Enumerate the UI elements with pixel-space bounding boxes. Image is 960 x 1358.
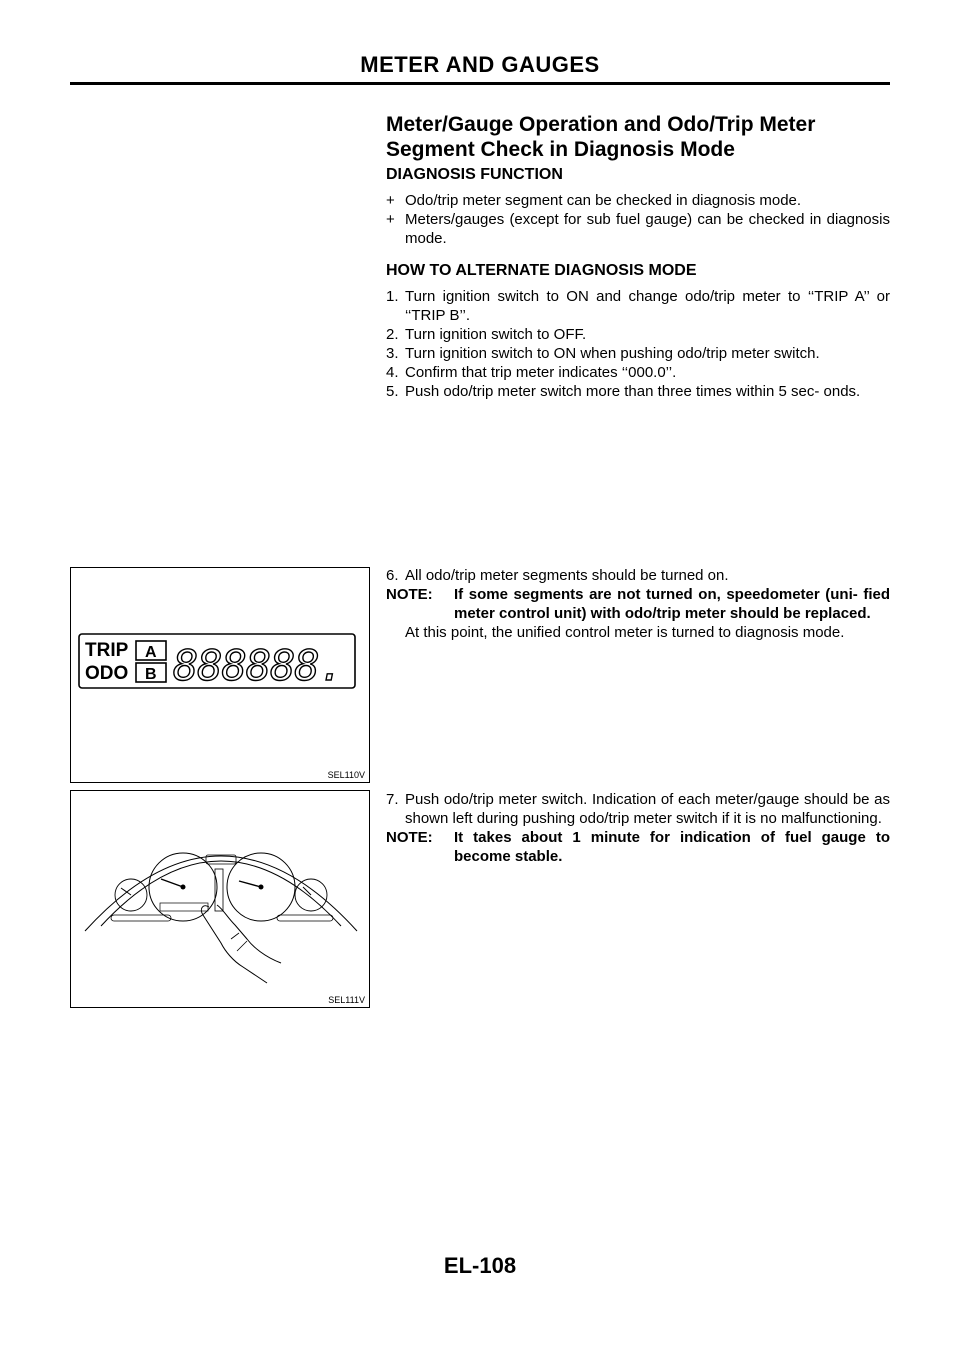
step-text: Turn ignition switch to ON and change odo/trip meter to ‘‘TRIP A’’ or ‘‘TRIP B’’. [405, 288, 890, 324]
step-text: Push odo/trip meter switch. Indication of each meter/gauge should be as shown left during pushing odo/trip meter switch if it is no malfunctioning. [405, 791, 890, 827]
step-item [386, 344, 890, 363]
lower-bar-right [277, 915, 333, 921]
speedometer-needle [161, 879, 183, 887]
alternate-steps [386, 287, 890, 401]
diagnosis-function-heading: DIAGNOSIS FUNCTION [386, 166, 563, 183]
step-number: 5. [386, 383, 399, 400]
step7-section [386, 790, 890, 866]
figure-code: SEL111V [328, 995, 365, 1005]
page-footer: EL-108 [443, 1253, 517, 1278]
finger-outline [201, 906, 267, 983]
section-title [386, 112, 890, 162]
step-number: 2. [386, 326, 399, 343]
needle-pivot [181, 885, 186, 890]
step-text: All odo/trip meter segments should be turned on. [405, 567, 729, 584]
step-text: Push odo/trip meter switch more than three times within 5 sec- onds. [405, 383, 861, 400]
list-item [386, 191, 890, 210]
step-number: 1. [386, 288, 399, 305]
section-title-line1: Meter/Gauge Operation and Odo/Trip Meter [386, 113, 816, 136]
odo-label: ODO [85, 663, 129, 684]
bullet-icon: + [386, 192, 395, 209]
note-label: NOTE: [386, 586, 433, 603]
fuel-bar-gauge [215, 869, 223, 911]
step-number: 4. [386, 364, 399, 381]
gauge-needle [121, 888, 131, 895]
finger-outline [217, 905, 281, 963]
step-text: Confirm that trip meter indicates ‘‘000.0’’. [405, 364, 677, 381]
section-title-line2: Segment Check in Diagnosis Mode [386, 138, 735, 161]
alternate-heading: HOW TO ALTERNATE DIAGNOSIS MODE [386, 262, 697, 279]
step-item [386, 363, 890, 382]
trip-b-letter: B [145, 666, 157, 683]
step-number: 6. [386, 567, 399, 584]
step6-section [386, 566, 890, 642]
step6-after-text: At this point, the unified control meter is turned to diagnosis mode. [405, 624, 845, 641]
instrument-cluster-illustration [71, 791, 369, 1007]
step-item [386, 325, 890, 344]
note [386, 828, 890, 866]
note-text: It takes about 1 minute for indication of fuel gauge to become stable. [454, 829, 890, 865]
step-text: Turn ignition switch to ON when pushing odo/trip meter switch. [405, 345, 820, 362]
list-item [386, 210, 890, 248]
alternate-section [386, 262, 890, 401]
cluster-inner-arc [101, 861, 341, 926]
note-label: NOTE: [386, 829, 433, 846]
odo-trip-display-illustration [71, 568, 369, 782]
page-header: METER AND GAUGES [360, 52, 600, 77]
note-text: If some segments are not turned on, speedometer (uni- fied meter control unit) with odo/trip meter should be replaced. [454, 586, 890, 622]
trip-label: TRIP [85, 640, 129, 661]
diagnosis-function-section [386, 166, 890, 248]
diagnosis-function-list [386, 191, 890, 248]
instrument-cluster-figure [70, 790, 370, 1008]
note [386, 585, 890, 623]
figure-code: SEL110V [327, 770, 365, 780]
needle-pivot [259, 885, 264, 890]
step-text: Turn ignition switch to OFF. [405, 326, 587, 343]
segment-digits: 888888. [173, 641, 344, 690]
list-item-text: Meters/gauges (except for sub fuel gauge) can be checked in diagnosis mode. [405, 211, 890, 247]
header-rule [70, 82, 890, 85]
step-number: 7. [386, 791, 399, 808]
step-item [386, 790, 890, 828]
step-number: 3. [386, 345, 399, 362]
list-item-text: Odo/trip meter segment can be checked in diagnosis mode. [405, 192, 802, 209]
step-item [386, 566, 890, 585]
finger-crease [237, 941, 247, 951]
finger-crease [231, 933, 239, 939]
step-item [386, 382, 890, 401]
trip-a-letter: A [145, 644, 157, 661]
cluster-outer-arc [85, 856, 357, 931]
step-item [386, 287, 890, 325]
bullet-icon: + [386, 211, 395, 228]
odo-trip-display-figure [70, 567, 370, 783]
tachometer-needle [239, 881, 261, 887]
lower-bar-left [111, 915, 171, 921]
